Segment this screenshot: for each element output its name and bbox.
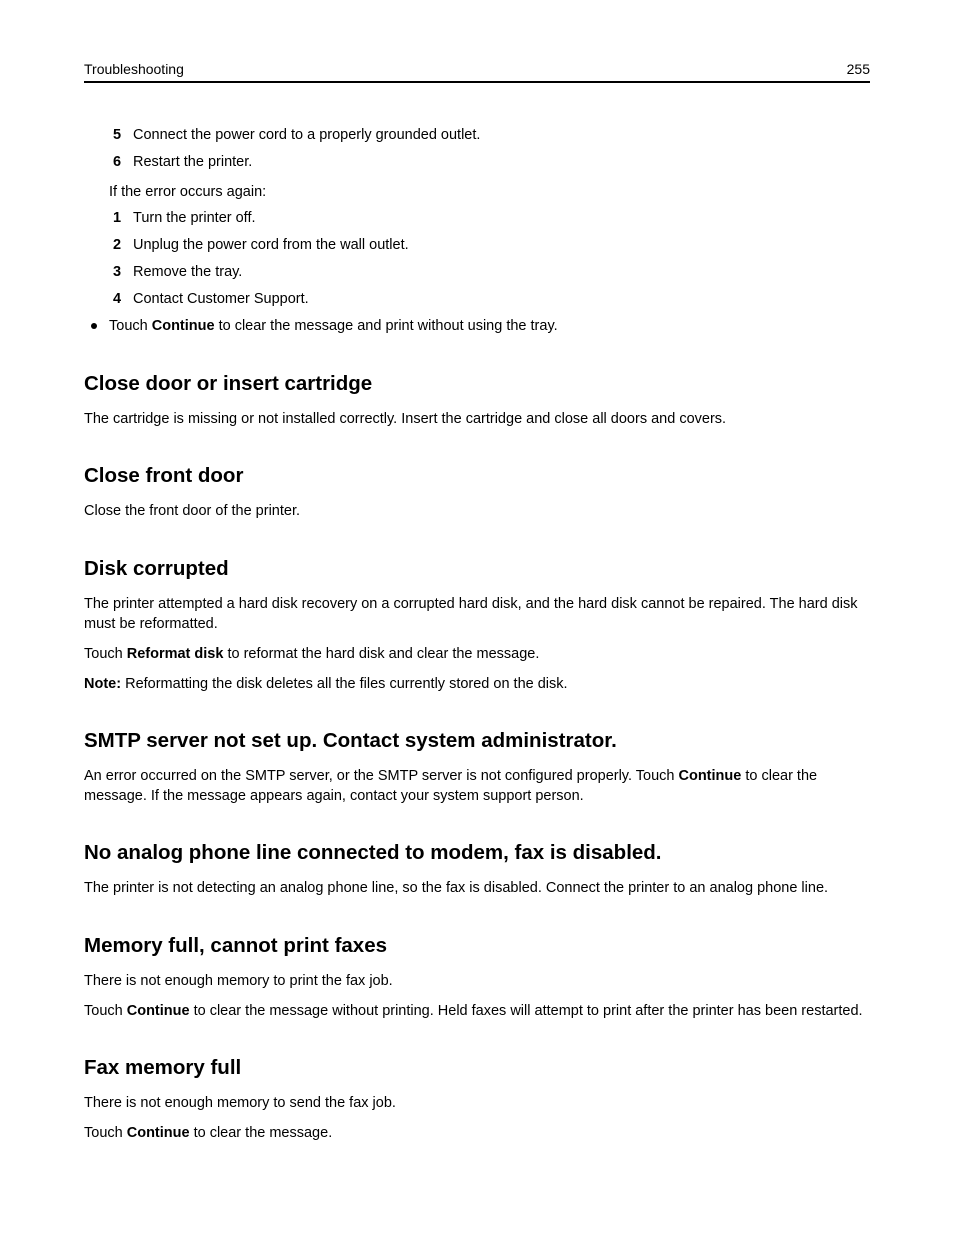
section-close-door-insert-cartridge <box>84 371 870 429</box>
step-text: Connect the power cord to a properly grounded outlet. <box>133 127 481 143</box>
section-heading: Fax memory full <box>84 1056 242 1079</box>
steps-list-continued <box>84 125 870 179</box>
header-section-name: Troubleshooting <box>84 61 184 77</box>
list-item <box>84 152 870 179</box>
step-number: 2 <box>113 237 122 253</box>
text-bold: Continue <box>126 1125 190 1141</box>
page-content <box>84 125 870 1153</box>
step-number: 3 <box>113 264 122 280</box>
text-pre: An error occurred on the SMTP server, or the SMTP server is not configured properly. Touch <box>84 768 679 784</box>
section-paragraph: Close the front door of the printer. <box>84 503 301 519</box>
step-text: Unplug the power cord from the wall outlet. <box>133 237 409 253</box>
bullet-text-bold: Continue <box>151 318 215 334</box>
note-paragraph <box>84 674 870 694</box>
text-post: to clear the message. <box>189 1125 333 1141</box>
section-paragraph: There is not enough memory to send the fax job. <box>84 1095 396 1111</box>
running-header <box>84 60 870 83</box>
text-post: to reformat the hard disk and clear the message. <box>223 646 540 662</box>
list-item <box>84 125 870 152</box>
section-paragraph: The printer is not detecting an analog phone line, so the fax is disabled. Connect the printer to an analog phone line. <box>84 880 829 896</box>
step-text: Restart the printer. <box>133 154 253 170</box>
section-paragraph: The cartridge is missing or not installed correctly. Insert the cartridge and close all doors and covers. <box>84 411 727 427</box>
steps-list-retry <box>84 208 870 316</box>
sub-intro-text: If the error occurs again: <box>109 184 267 200</box>
bullet-dot-icon <box>91 323 97 329</box>
note-text: Reformatting the disk deletes all the files currently stored on the disk. <box>121 676 568 692</box>
text-bold: Continue <box>678 768 742 784</box>
section-heading: Disk corrupted <box>84 557 229 580</box>
list-item <box>84 262 870 289</box>
header-page-number: 255 <box>846 61 870 77</box>
section-paragraph <box>84 1001 870 1021</box>
section-heading: Memory full, cannot print faxes <box>84 934 387 957</box>
list-item <box>84 235 870 262</box>
text-bold: Continue <box>126 1003 190 1019</box>
bullet-text-pre: Touch <box>109 318 152 334</box>
step-number: 4 <box>113 291 122 307</box>
text-post: to clear the message without printing. Held faxes will attempt to print after the printer has been restarted. <box>189 1003 863 1019</box>
section-no-analog-phone-line <box>84 840 870 898</box>
text-pre: Touch <box>84 1125 127 1141</box>
section-heading: Close door or insert cartridge <box>84 372 373 395</box>
step-number: 6 <box>113 154 122 170</box>
text-pre: Touch <box>84 1003 127 1019</box>
section-fax-memory-full <box>84 1055 870 1143</box>
bullet-text-post: to clear the message and print without using the tray. <box>214 318 558 334</box>
step-number: 5 <box>113 127 122 143</box>
text-post: to clear the message. If the message appears again, contact your system support person. <box>84 768 818 804</box>
section-disk-corrupted <box>84 556 870 694</box>
section-heading: Close front door <box>84 464 244 487</box>
bullet-item <box>84 316 870 336</box>
step-number: 1 <box>113 210 122 226</box>
text-bold: Reformat disk <box>126 646 224 662</box>
section-heading: No analog phone line connected to modem, fax is disabled. <box>84 841 662 864</box>
section-close-front-door <box>84 463 870 521</box>
section-heading: SMTP server not set up. Contact system administrator. <box>84 729 617 752</box>
section-paragraph: The printer attempted a hard disk recovery on a corrupted hard disk, and the hard disk cannot be repaired. The hard disk must be reformatted. <box>84 596 858 632</box>
section-memory-full <box>84 933 870 1021</box>
note-label: Note: <box>84 676 122 692</box>
section-paragraph <box>84 644 870 664</box>
section-paragraph: There is not enough memory to print the fax job. <box>84 973 393 989</box>
section-paragraph <box>84 766 870 806</box>
section-smtp-server <box>84 728 870 806</box>
section-paragraph <box>84 1123 870 1143</box>
step-text: Turn the printer off. <box>133 210 256 226</box>
step-text: Remove the tray. <box>133 264 243 280</box>
step-text: Contact Customer Support. <box>133 291 309 307</box>
text-pre: Touch <box>84 646 127 662</box>
list-item <box>84 289 870 316</box>
list-item <box>84 208 870 235</box>
